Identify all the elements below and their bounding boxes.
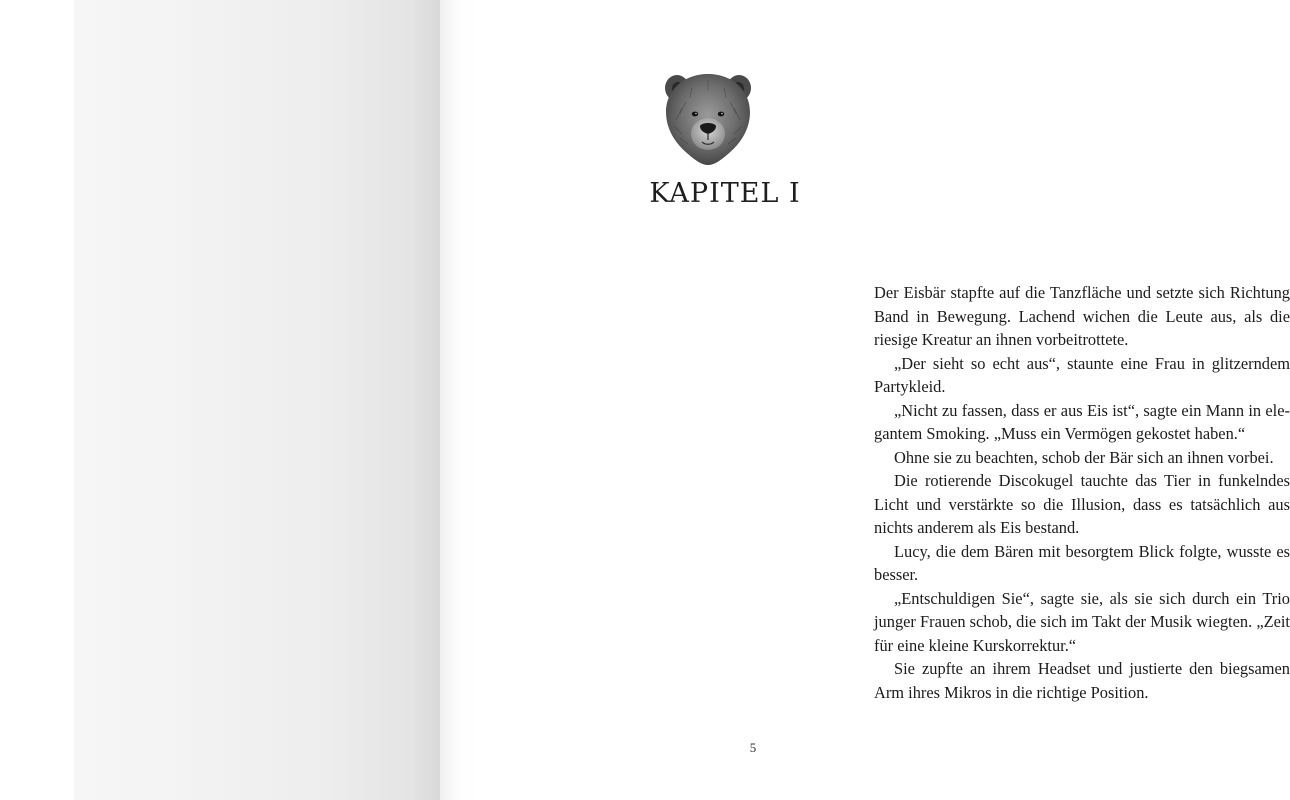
chapter-title: KAPITEL I [649, 178, 801, 209]
page-number: 5 [749, 740, 757, 755]
paragraph: Die rotierende Discokugel tauchte das Tier in funkelndes Licht und verstärkte so die Illusion, dass es tatsächlich aus nichts anderem als Eis bestand. [874, 471, 1290, 537]
paragraph: „Der sieht so echt aus“, staunte eine Frau in glitzerndem Partykleid. [874, 353, 1290, 396]
paragraph: Lucy, die dem Bären mit besorgtem Blick folgte, wusste es besser. [874, 541, 1290, 584]
paragraph: „Entschuldigen Sie“, sagte sie, als sie sich durch ein Trio junger Frauen schob, die sich im Takt der Musik wiegten. „Zeit für eine kleine Kurskorrektur.“ [874, 588, 1290, 655]
paragraph: Ohne sie zu beachten, schob der Bär sich an ihnen vorbei. [894, 447, 1274, 467]
right-page [440, 0, 1290, 800]
chapter-body [874, 281, 1290, 704]
paragraph: Der Eisbär stapfte auf die Tanzfläche und setzte sich Richtung Band in Bewegung. Lachend wichen die Leute aus, als die riesige Kreatur an ihnen vorbeitrottete. [874, 283, 1290, 349]
paragraph: Sie zupfte an ihrem Headset und justierte den biegsamen Arm ihres Mikros in die richtige Position. [874, 659, 1290, 702]
paragraph: „Nicht zu fassen, dass er aus Eis ist“, sagte ein Mann in elegantem Smoking. „Muss ein Vermögen gekostet haben.“ [874, 400, 1290, 443]
book-spread [74, 0, 1290, 800]
left-page-blank [74, 0, 440, 800]
bear-head-icon [662, 68, 754, 166]
